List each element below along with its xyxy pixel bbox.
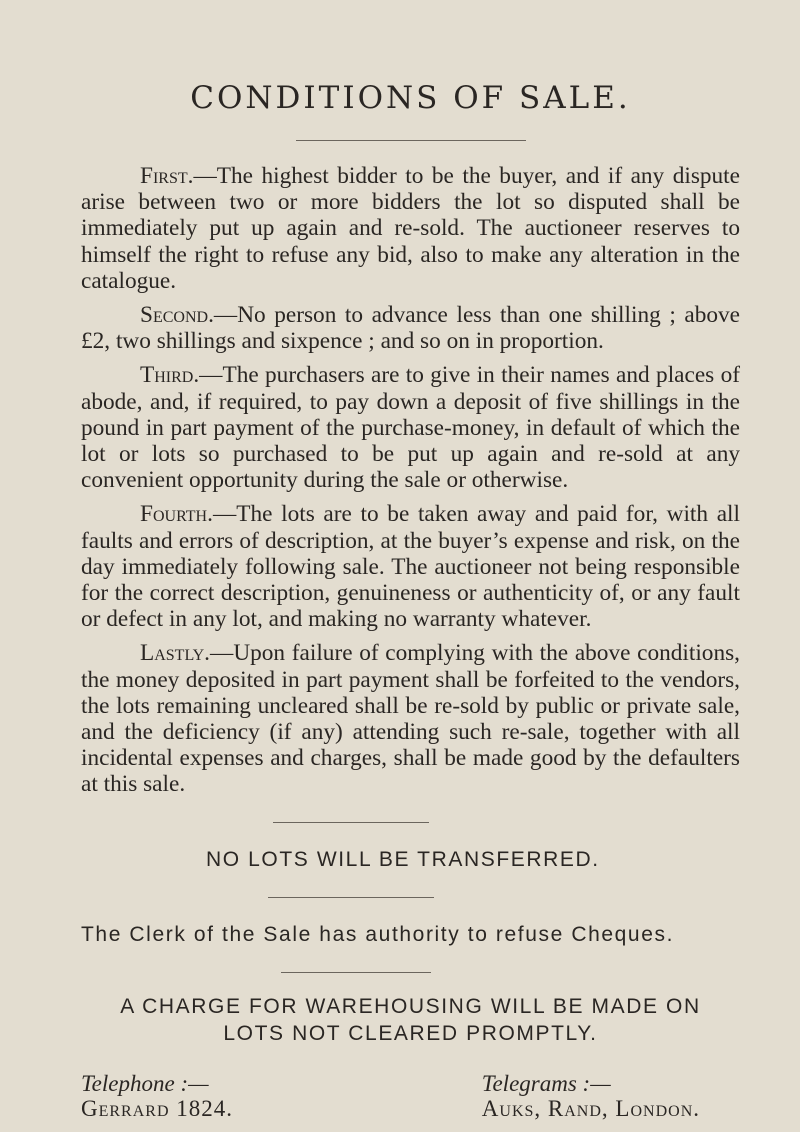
telephone-block (81, 1071, 233, 1121)
condition-second-lead: Second. (140, 302, 214, 329)
warehousing-line-2: LOTS NOT CLEARED PROMPTLY. (223, 1021, 598, 1045)
divider-2 (268, 897, 434, 898)
condition-third-lead: Third. (140, 362, 200, 389)
condition-fourth-lead: Fourth. (140, 501, 213, 528)
warehousing-notice (81, 993, 740, 1047)
warehousing-line-1: A CHARGE FOR WAREHOUSING WILL BE MADE ON (120, 994, 701, 1018)
condition-lastly-text: —Upon failure of complying with the above conditions, the money deposited in part payment shall be forfeited to the vendors, the lots remaining uncleared shall be re-sold by public or private sale, and the deficiency (if any) attending such re-sale, together with all incidental expenses and charges, shall be made good by the defaulters at this sale. (81, 640, 740, 798)
telegrams-value: Auks, Rand, London. (481, 1095, 700, 1121)
divider-1 (273, 822, 429, 823)
condition-second (81, 302, 740, 354)
condition-first (81, 163, 740, 294)
condition-lastly-lead: Lastly. (140, 640, 211, 667)
condition-first-text: —The highest bidder to be the buyer, and if any dispute arise between two or more bidders the lot so disputed shall be immediately put up again and re-sold. The auctioneer reserves to himself the right to refuse any bid, also to make any alteration in the catalogue. (81, 163, 740, 294)
telegrams-block (482, 1071, 700, 1121)
condition-second-text: —No person to advance less than one shilling ; above £2, two shillings and sixpence ; and so on in proportion. (81, 302, 740, 355)
cheques-notice: The Clerk of the Sale has authority to refuse Cheques. (81, 922, 675, 946)
title-divider (296, 140, 526, 141)
conditions-list (81, 163, 740, 798)
condition-lastly (81, 640, 740, 797)
page-title: CONDITIONS OF SALE. (190, 80, 631, 116)
condition-fourth (81, 501, 740, 632)
condition-third (81, 362, 740, 493)
condition-fourth-text: —The lots are to be taken away and paid for, with all faults and errors of description, at the buyer’s expense and risk, on the day immediately following sale. The auctioneer not being responsible for the correct description, genuineness or authenticity of, or any fault or defect in any lot, and making no warranty whatever. (81, 501, 740, 633)
no-transfer-notice: NO LOTS WILL BE TRANSFERRED. (206, 847, 600, 871)
condition-third-text: —The purchasers are to give in their names and places of abode, and, if required, to pay down a deposit of five shillings in the pound in part payment of the purchase-money, in default of which the lot or lots so purchased to be put up again and re-sold at any convenient opportunity during the sale or otherwise. (81, 362, 740, 494)
contact-details (81, 1071, 740, 1121)
telephone-label: Telephone :— (81, 1070, 209, 1096)
divider-3 (281, 972, 431, 973)
telegrams-label: Telegrams :— (481, 1070, 611, 1096)
condition-first-lead: First. (140, 163, 194, 189)
telephone-value: Gerrard 1824. (81, 1095, 234, 1121)
